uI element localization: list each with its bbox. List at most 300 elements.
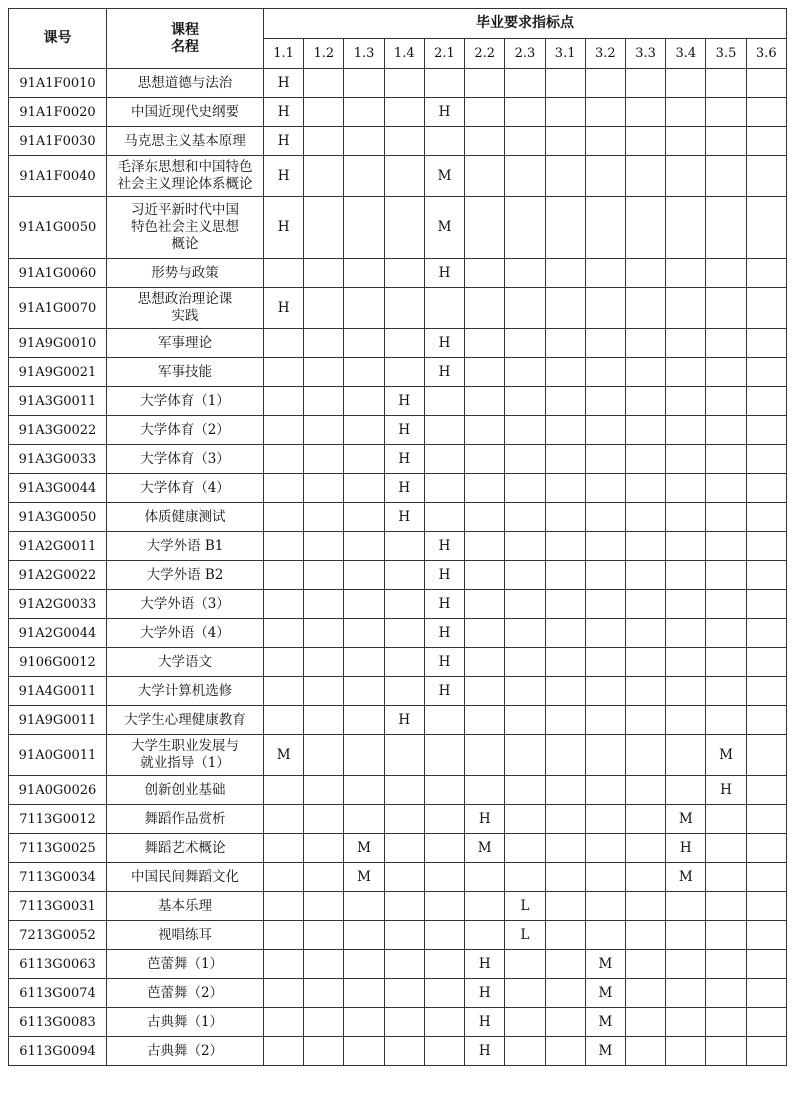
course-name-cell (107, 648, 264, 677)
indicator-mark-cell: H (384, 706, 424, 735)
table-row (9, 863, 787, 892)
indicator-mark-cell (545, 329, 585, 358)
course-name-cell (107, 863, 264, 892)
indicator-mark-cell (545, 197, 585, 259)
course-name-line: 社会主义理论体系概论 (117, 176, 253, 192)
course-code-cell: 91A0G0026 (9, 776, 107, 805)
indicator-mark-cell: M (585, 950, 625, 979)
indicator-mark-cell (344, 329, 384, 358)
course-code-cell: 7213G0052 (9, 921, 107, 950)
indicator-mark-cell (545, 863, 585, 892)
indicator-mark-cell (746, 677, 786, 706)
indicator-mark-cell (304, 950, 344, 979)
course-name-line: 中国民间舞蹈文化 (131, 868, 239, 885)
course-name-line: 舞蹈作品赏析 (144, 810, 226, 827)
course-code-cell: 91A3G0033 (9, 445, 107, 474)
indicator-mark-cell (465, 921, 505, 950)
course-code-cell: 91A4G0011 (9, 677, 107, 706)
indicator-mark-cell (666, 197, 706, 259)
indicator-mark-cell: M (666, 863, 706, 892)
indicator-mark-cell (545, 677, 585, 706)
header-indicator: 1.1 (264, 39, 304, 69)
indicator-mark-cell (505, 98, 545, 127)
indicator-mark-cell (264, 503, 304, 532)
indicator-mark-cell (424, 892, 464, 921)
indicator-mark-cell (746, 776, 786, 805)
indicator-mark-cell (304, 979, 344, 1008)
table-row (9, 590, 787, 619)
indicator-mark-cell (706, 834, 746, 863)
indicator-mark-cell (424, 445, 464, 474)
indicator-mark-cell (304, 288, 344, 329)
indicator-mark-cell (264, 979, 304, 1008)
course-name-line: 概论 (171, 236, 199, 252)
indicator-mark-cell (384, 197, 424, 259)
indicator-mark-cell (706, 416, 746, 445)
table-row (9, 197, 787, 259)
indicator-mark-cell (384, 735, 424, 776)
indicator-mark-cell (746, 288, 786, 329)
indicator-mark-cell (465, 288, 505, 329)
indicator-mark-cell: L (505, 921, 545, 950)
indicator-mark-cell (706, 561, 746, 590)
table-row (9, 776, 787, 805)
indicator-mark-cell: H (264, 288, 304, 329)
course-name-cell (107, 590, 264, 619)
indicator-mark-cell (505, 416, 545, 445)
indicator-mark-cell (545, 834, 585, 863)
indicator-mark-cell (666, 532, 706, 561)
indicator-mark-cell (706, 197, 746, 259)
course-name-cell (107, 805, 264, 834)
indicator-mark-cell (666, 156, 706, 197)
header-indicator: 3.6 (746, 39, 786, 69)
course-code-cell: 91A1F0010 (9, 69, 107, 98)
indicator-mark-cell (384, 532, 424, 561)
indicator-mark-cell (344, 127, 384, 156)
course-name-cell (107, 706, 264, 735)
indicator-mark-cell (746, 863, 786, 892)
course-code-cell: 91A3G0050 (9, 503, 107, 532)
indicator-mark-cell (304, 648, 344, 677)
indicator-mark-cell (505, 156, 545, 197)
indicator-mark-cell (625, 329, 665, 358)
indicator-mark-cell (264, 619, 304, 648)
indicator-mark-cell (505, 503, 545, 532)
indicator-mark-cell: H (384, 445, 424, 474)
indicator-mark-cell (625, 387, 665, 416)
indicator-mark-cell (625, 706, 665, 735)
indicator-mark-cell (264, 834, 304, 863)
indicator-mark-cell (746, 590, 786, 619)
header-course-code: 课号 (9, 9, 107, 69)
indicator-mark-cell (746, 950, 786, 979)
indicator-mark-cell (585, 619, 625, 648)
indicator-mark-cell (505, 288, 545, 329)
course-code-cell: 9106G0012 (9, 648, 107, 677)
table-row (9, 979, 787, 1008)
indicator-mark-cell (666, 677, 706, 706)
course-name-cell (107, 358, 264, 387)
indicator-mark-cell (465, 735, 505, 776)
indicator-mark-cell (666, 950, 706, 979)
indicator-mark-cell (304, 619, 344, 648)
indicator-mark-cell (706, 979, 746, 1008)
indicator-mark-cell (625, 892, 665, 921)
indicator-mark-cell (625, 735, 665, 776)
indicator-mark-cell (585, 805, 625, 834)
course-name-cell (107, 619, 264, 648)
indicator-mark-cell (585, 288, 625, 329)
indicator-mark-cell (384, 288, 424, 329)
table-row (9, 69, 787, 98)
indicator-mark-cell (264, 892, 304, 921)
course-name-cell (107, 259, 264, 288)
indicator-mark-cell (344, 387, 384, 416)
indicator-mark-cell (625, 805, 665, 834)
indicator-mark-cell: H (465, 950, 505, 979)
indicator-mark-cell (304, 735, 344, 776)
indicator-mark-cell (666, 416, 706, 445)
indicator-mark-cell: M (344, 863, 384, 892)
course-name-cell (107, 1037, 264, 1066)
indicator-mark-cell (304, 474, 344, 503)
course-name-line: 习近平新时代中国 (131, 202, 239, 218)
indicator-mark-cell (706, 259, 746, 288)
indicator-mark-cell (746, 648, 786, 677)
indicator-mark-cell (625, 503, 665, 532)
course-code-cell: 7113G0034 (9, 863, 107, 892)
indicator-mark-cell (304, 98, 344, 127)
course-code-cell: 6113G0094 (9, 1037, 107, 1066)
indicator-mark-cell (384, 834, 424, 863)
course-code-cell: 91A3G0011 (9, 387, 107, 416)
indicator-mark-cell (666, 474, 706, 503)
indicator-mark-cell (264, 950, 304, 979)
indicator-mark-cell (666, 561, 706, 590)
indicator-mark-cell: H (424, 561, 464, 590)
course-name-line: 古典舞（1） (146, 1013, 224, 1030)
header-indicator: 1.3 (344, 39, 384, 69)
indicator-mark-cell: H (424, 677, 464, 706)
table-row (9, 532, 787, 561)
indicator-mark-cell (465, 445, 505, 474)
indicator-mark-cell: H (264, 197, 304, 259)
indicator-mark-cell (625, 98, 665, 127)
table-row (9, 387, 787, 416)
table-row (9, 416, 787, 445)
indicator-mark-cell (465, 156, 505, 197)
indicator-mark-cell (545, 259, 585, 288)
indicator-mark-cell (706, 387, 746, 416)
table-row (9, 834, 787, 863)
indicator-mark-cell (304, 127, 344, 156)
indicator-mark-cell (505, 329, 545, 358)
indicator-mark-cell (625, 776, 665, 805)
indicator-mark-cell (264, 474, 304, 503)
indicator-mark-cell (625, 1037, 665, 1066)
indicator-mark-cell (384, 69, 424, 98)
indicator-mark-cell (465, 127, 505, 156)
table-body (9, 69, 787, 1066)
indicator-mark-cell (344, 921, 384, 950)
course-name-line: 大学体育（2） (140, 421, 230, 438)
indicator-mark-cell (746, 387, 786, 416)
indicator-mark-cell (344, 706, 384, 735)
indicator-mark-cell (424, 805, 464, 834)
indicator-mark-cell (746, 259, 786, 288)
indicator-mark-cell (465, 197, 505, 259)
indicator-mark-cell (344, 892, 384, 921)
indicator-mark-cell (264, 706, 304, 735)
indicator-mark-cell (746, 416, 786, 445)
indicator-mark-cell (545, 358, 585, 387)
indicator-mark-cell (746, 156, 786, 197)
indicator-mark-cell (384, 805, 424, 834)
indicator-mark-cell (344, 776, 384, 805)
indicator-mark-cell (746, 735, 786, 776)
indicator-mark-cell (625, 532, 665, 561)
indicator-mark-cell (505, 834, 545, 863)
indicator-mark-cell (424, 921, 464, 950)
indicator-mark-cell (424, 776, 464, 805)
indicator-mark-cell (264, 445, 304, 474)
indicator-mark-cell (465, 503, 505, 532)
indicator-mark-cell (344, 619, 384, 648)
course-code-cell: 91A2G0033 (9, 590, 107, 619)
indicator-mark-cell (384, 979, 424, 1008)
indicator-mark-cell (465, 648, 505, 677)
course-name-line: 视唱练耳 (158, 926, 212, 943)
indicator-mark-cell (746, 503, 786, 532)
course-code-cell: 7113G0031 (9, 892, 107, 921)
indicator-mark-cell (264, 1037, 304, 1066)
header-indicators-group: 毕业要求指标点 (264, 9, 787, 39)
course-name-cell (107, 387, 264, 416)
indicator-mark-cell (545, 892, 585, 921)
indicator-mark-cell (585, 98, 625, 127)
indicator-mark-cell (706, 805, 746, 834)
table-row (9, 805, 787, 834)
indicator-mark-cell (545, 706, 585, 735)
indicator-mark-cell (424, 834, 464, 863)
indicator-mark-cell (505, 677, 545, 706)
indicator-mark-cell (384, 156, 424, 197)
indicator-mark-cell (625, 416, 665, 445)
indicator-mark-cell (746, 892, 786, 921)
indicator-mark-cell (304, 156, 344, 197)
indicator-mark-cell: H (264, 127, 304, 156)
table-row (9, 288, 787, 329)
indicator-mark-cell (344, 561, 384, 590)
indicator-mark-cell (625, 69, 665, 98)
indicator-mark-cell (545, 416, 585, 445)
course-name-line: 军事技能 (158, 363, 212, 380)
indicator-mark-cell (304, 921, 344, 950)
indicator-mark-cell (304, 1008, 344, 1037)
indicator-mark-cell: H (264, 69, 304, 98)
indicator-mark-cell (706, 329, 746, 358)
indicator-mark-cell: H (424, 98, 464, 127)
course-name-line: 实践 (171, 308, 199, 324)
course-name-line: 基本乐理 (158, 897, 212, 914)
indicator-mark-cell (344, 416, 384, 445)
indicator-mark-cell (666, 706, 706, 735)
header-indicator: 2.3 (505, 39, 545, 69)
indicator-mark-cell (706, 98, 746, 127)
course-name-cell (107, 921, 264, 950)
course-name-line: 大学外语 B2 (146, 566, 224, 583)
indicator-mark-cell (625, 863, 665, 892)
indicator-mark-cell (384, 259, 424, 288)
header-course-name-line2: 名程 (171, 38, 199, 55)
table-row (9, 1008, 787, 1037)
indicator-mark-cell: M (424, 197, 464, 259)
indicator-mark-cell (344, 445, 384, 474)
table-row (9, 677, 787, 706)
course-name-line: 大学外语（3） (140, 595, 230, 612)
indicator-mark-cell (304, 69, 344, 98)
indicator-mark-cell (625, 358, 665, 387)
indicator-mark-cell (465, 619, 505, 648)
indicator-mark-cell (625, 561, 665, 590)
table-row (9, 1037, 787, 1066)
course-name-cell (107, 532, 264, 561)
indicator-mark-cell (505, 648, 545, 677)
indicator-mark-cell (304, 805, 344, 834)
course-name-cell (107, 979, 264, 1008)
indicator-mark-cell (424, 288, 464, 329)
indicator-mark-cell: M (585, 1037, 625, 1066)
indicator-mark-cell (706, 1008, 746, 1037)
course-name-line: 大学语文 (158, 653, 212, 670)
course-name-cell (107, 950, 264, 979)
indicator-mark-cell (384, 892, 424, 921)
course-name-cell (107, 735, 264, 776)
indicator-mark-cell (585, 834, 625, 863)
indicator-mark-cell (746, 474, 786, 503)
indicator-mark-cell (585, 197, 625, 259)
course-name-line: 中国近现代史纲要 (131, 103, 239, 120)
indicator-mark-cell (585, 329, 625, 358)
indicator-mark-cell (304, 561, 344, 590)
indicator-mark-cell (304, 329, 344, 358)
indicator-mark-cell: L (505, 892, 545, 921)
indicator-mark-cell (545, 590, 585, 619)
indicator-mark-cell (465, 776, 505, 805)
indicator-mark-cell (625, 677, 665, 706)
table-row (9, 619, 787, 648)
indicator-mark-cell (585, 921, 625, 950)
indicator-mark-cell (384, 561, 424, 590)
indicator-mark-cell (505, 197, 545, 259)
indicator-mark-cell (304, 1037, 344, 1066)
indicator-mark-cell (505, 590, 545, 619)
indicator-mark-cell (344, 69, 384, 98)
indicator-mark-cell (264, 648, 304, 677)
indicator-mark-cell (746, 358, 786, 387)
indicator-mark-cell (625, 474, 665, 503)
indicator-mark-cell (585, 259, 625, 288)
course-name-cell (107, 474, 264, 503)
indicator-mark-cell: M (264, 735, 304, 776)
course-name-cell (107, 156, 264, 197)
indicator-mark-cell (666, 69, 706, 98)
course-name-cell (107, 98, 264, 127)
indicator-mark-cell (424, 503, 464, 532)
indicator-mark-cell (545, 69, 585, 98)
indicator-mark-cell (585, 561, 625, 590)
indicator-mark-cell (706, 950, 746, 979)
indicator-mark-cell (424, 1037, 464, 1066)
course-name-line: 大学外语（4） (140, 624, 230, 641)
course-name-cell (107, 677, 264, 706)
indicator-mark-cell (505, 863, 545, 892)
indicator-mark-cell (666, 445, 706, 474)
indicator-mark-cell: M (666, 805, 706, 834)
indicator-mark-cell (625, 950, 665, 979)
indicator-mark-cell (746, 532, 786, 561)
course-code-cell: 91A3G0022 (9, 416, 107, 445)
indicator-mark-cell (505, 387, 545, 416)
course-name-line: 体质健康测试 (144, 508, 226, 525)
indicator-mark-cell: H (424, 329, 464, 358)
indicator-mark-cell (344, 98, 384, 127)
table-row (9, 98, 787, 127)
indicator-mark-cell (465, 892, 505, 921)
header-indicator: 3.5 (706, 39, 746, 69)
course-name-cell (107, 834, 264, 863)
indicator-mark-cell (666, 127, 706, 156)
indicator-mark-cell: H (465, 979, 505, 1008)
course-code-cell: 91A9G0010 (9, 329, 107, 358)
indicator-mark-cell (505, 532, 545, 561)
indicator-mark-cell (465, 677, 505, 706)
indicator-mark-cell (264, 358, 304, 387)
course-code-cell: 91A1F0020 (9, 98, 107, 127)
indicator-mark-cell (585, 892, 625, 921)
indicator-mark-cell: M (585, 979, 625, 1008)
course-name-line: 大学体育（4） (140, 479, 230, 496)
course-name-line: 大学体育（3） (140, 450, 230, 467)
indicator-mark-cell (746, 706, 786, 735)
course-name-line: 大学生心理健康教育 (124, 711, 246, 728)
indicator-mark-cell (545, 1037, 585, 1066)
indicator-mark-cell (706, 503, 746, 532)
indicator-mark-cell (706, 1037, 746, 1066)
indicator-mark-cell (706, 863, 746, 892)
indicator-mark-cell (666, 288, 706, 329)
indicator-mark-cell (424, 863, 464, 892)
course-name-cell (107, 416, 264, 445)
indicator-mark-cell (264, 532, 304, 561)
indicator-mark-cell (585, 532, 625, 561)
indicator-mark-cell (505, 561, 545, 590)
indicator-mark-cell (344, 677, 384, 706)
course-name-line: 马克思主义基本原理 (124, 132, 246, 149)
indicator-mark-cell (304, 259, 344, 288)
indicator-mark-cell (545, 921, 585, 950)
indicator-mark-cell (585, 648, 625, 677)
indicator-mark-cell (625, 156, 665, 197)
indicator-mark-cell (264, 416, 304, 445)
indicator-mark-cell (545, 156, 585, 197)
course-name-cell (107, 329, 264, 358)
indicator-mark-cell (746, 1008, 786, 1037)
indicator-mark-cell (746, 834, 786, 863)
course-code-cell: 6113G0074 (9, 979, 107, 1008)
indicator-mark-cell (585, 387, 625, 416)
